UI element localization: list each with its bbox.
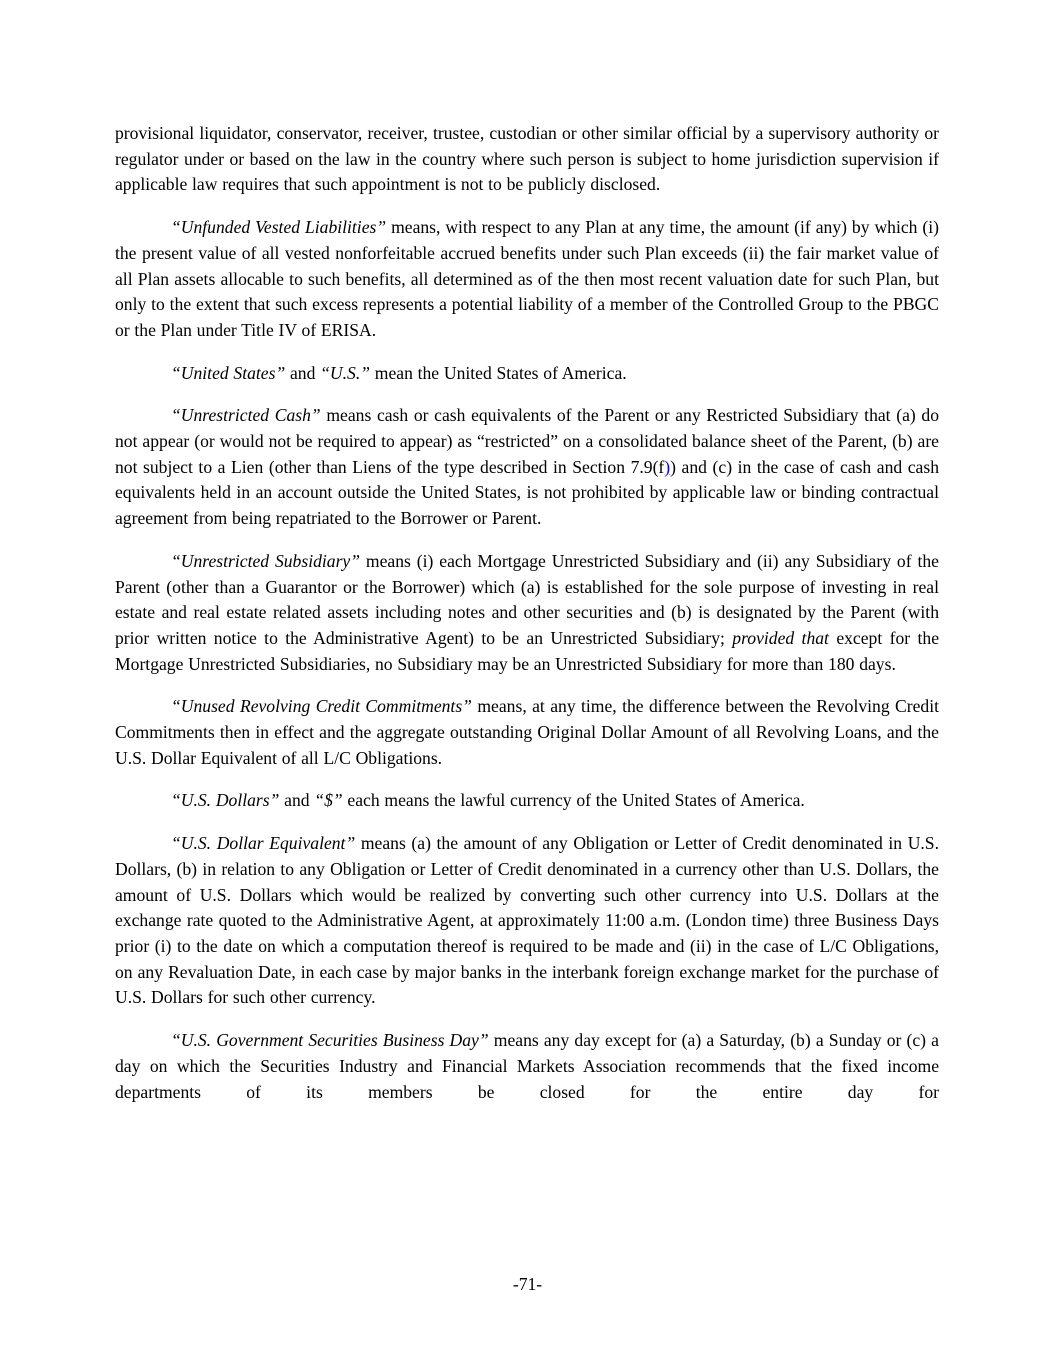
text-run: ) and (c) in the case of cash and cash equivalents held in an account outside the United States, is not prohibited by applicable law or binding contractual agreement from being repatriated to the Borrower or Parent. [115, 456, 939, 529]
text-run: means, with respect to any Plan at any time, the amount (if any) by which (i) the present value of all vested nonforfeitable accrued benefits under such Plan exceeds (ii) the fair market value of all Plan assets allocable to such benefits, all determined as of the then most recent valuation date for such Plan, but only to the extent that such excess represents a potential liability of a member of the Controlled Group to the PBGC or the Plan under Title IV of ERISA. [115, 217, 939, 340]
defined-term: “U.S. Dollar Equivalent” [171, 833, 356, 854]
paragraph [115, 549, 939, 678]
paragraph [115, 121, 939, 198]
text-run: means cash or cash equivalents of the Parent or any Restricted Subsidiary that (a) do not appear (or would not be required to appear) as “restricted” on a consolidated balance sheet of the Parent, (b) are not subject to a Lien (other than Liens of the type described in Section 7.9(f [115, 405, 939, 477]
text-run: means (i) each Mortgage Unrestricted Subsidiary and (ii) any Subsidiary of the Parent (other than a Guarantor or the Borrower) which (a) is established for the sole purpose of investing in real estate and real estate related assets including notes and other securities and (b) is designated by the Parent (with prior written notice to the Administrative Agent) to be an Unrestricted Subsidiary; [115, 550, 939, 648]
defined-term: provided that [732, 627, 829, 648]
text-run: and [279, 790, 315, 811]
text-run: means any day except for (a) a Saturday, (b) a Sunday or (c) a day on which the Securities Industry and Financial Markets Association recommends that the fixed income departments of its members be closed for the entire day for [115, 1030, 939, 1102]
paragraph [115, 403, 939, 532]
paragraph [115, 1028, 939, 1105]
text-run: provisional liquidator, conservator, receiver, trustee, custodian or other similar official by a supervisory authority or regulator under or based on the law in the country where such person is subject to home jurisdiction supervision if applicable law requires that such appointment is not to be publicly disclosed. [115, 123, 939, 195]
defined-term: “Unrestricted Subsidiary” [171, 550, 361, 571]
document-body [115, 121, 939, 1122]
text-run: and [285, 362, 321, 383]
defined-term: “United States” [171, 362, 286, 383]
paragraph [115, 215, 939, 344]
section-reference-link[interactable]: ) [664, 456, 671, 477]
defined-term: “Unfunded Vested Liabilities” [171, 217, 387, 238]
paragraph [115, 788, 939, 814]
text-run: each means the lawful currency of the United States of America. [342, 790, 805, 811]
text-run: means, at any time, the difference between the Revolving Credit Commitments then in effect and the aggregate outstanding Original Dollar Amount of all Revolving Loans, and the U.S. Dollar Equivalent of all L/C Obligations. [115, 696, 939, 768]
defined-term: “Unrestricted Cash” [171, 405, 321, 426]
defined-term: “U.S.” [320, 362, 371, 383]
defined-term: “$” [314, 790, 343, 811]
text-run: except for the Mortgage Unrestricted Subsidiaries, no Subsidiary may be an Unrestricted Subsidiary for more than 180 days. [115, 627, 940, 674]
paragraph [115, 694, 939, 771]
defined-term: “U.S. Government Securities Business Day” [171, 1030, 489, 1051]
text-run: means (a) the amount of any Obligation or Letter of Credit denominated in U.S. Dollars, (b) in relation to any Obligation or Letter of Credit denominated in a currency other than U.S. Dollars, the amount of U.S. Dollars which would be realized by converting such other currency into U.S. Dollars at the exchange rate quoted to the Administrative Agent, at approximately 11:00 a.m. (London time) three Business Days prior (i) to the date on which a computation thereof is required to be made and (ii) in the case of L/C Obligations, on any Revaluation Date, in each case by major banks in the interbank foreign exchange market for the purchase of U.S. Dollars for such other currency. [115, 833, 939, 1008]
paragraph [115, 831, 939, 1011]
text-run: mean the United States of America. [370, 362, 627, 383]
defined-term: “Unused Revolving Credit Commitments” [171, 696, 472, 717]
defined-term: “U.S. Dollars” [171, 790, 280, 811]
paragraph [115, 361, 939, 387]
page-number: -71- [512, 1274, 543, 1294]
